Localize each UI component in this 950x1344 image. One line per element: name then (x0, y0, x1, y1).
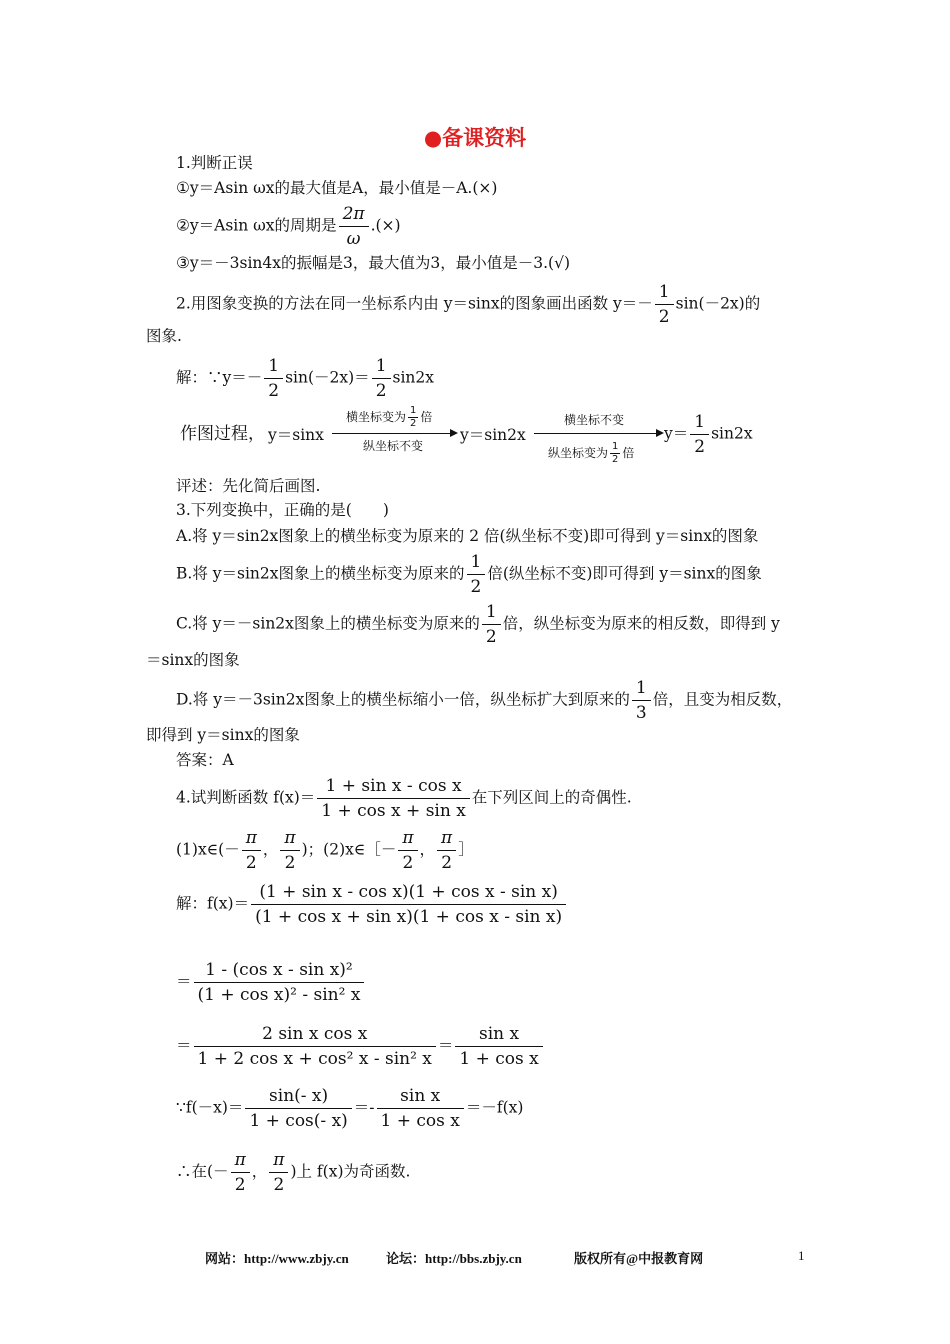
q2-text-b: sin(－2x)的 (675, 294, 761, 313)
q2-sol-frac-1: $\frac{1}{2}$ (264, 354, 283, 403)
process-y2: y＝sin2x (460, 426, 526, 444)
footer-forum: 论坛：http://bbs.zbjy.cn (386, 1251, 522, 1266)
q3-c-fraction: $\frac{1}{2}$ (482, 600, 501, 649)
arrow-1-bottom-label: 纵坐标不变 (363, 439, 424, 453)
q4-step3-fraction: $\frac{\text{2 sin x cos x}}{\text{1 + 2 cos x + cos² x - sin² x}}$ (194, 1022, 436, 1071)
arrow-2-head (656, 429, 664, 437)
q4-concl-comma: ， (251, 1162, 268, 1181)
q3-b-a: B.将 y＝sin2x图象上的横坐标变为原来的 (176, 564, 465, 583)
q4-concl-b: )上 f(x)为奇函数. (290, 1162, 411, 1181)
q2-sol-frac-2: $\frac{1}{2}$ (372, 354, 391, 403)
q4-concl-frac-2: $\frac{\pi}{2}$ (269, 1148, 288, 1197)
arrow-2-line (534, 433, 656, 434)
q4-solution-step-3 (176, 1022, 545, 1071)
q1-heading: 1.判断正误 (176, 154, 253, 172)
arrow-1-line (332, 433, 450, 434)
q1-item-2-text: ②y＝Asin ωx的周期是 (176, 216, 337, 235)
process-y3-fraction: $\frac{1}{2}$ (690, 410, 709, 459)
process-y3-a: y＝ (664, 424, 689, 443)
q4-int-frac-3: $\frac{\pi}{2}$ (398, 826, 417, 875)
arrow-1-fraction: $\frac{1}{2}$ (410, 405, 417, 429)
q4-text-b: 在下列区间上的奇偶性. (471, 788, 632, 807)
q2-sol-a: 解：∵y＝－ (176, 368, 263, 387)
q1-period-fraction: $\frac{2\pi}{\omega}$ (339, 202, 369, 251)
q1-item-2 (176, 202, 401, 251)
q1-item-3: ③y＝－3sin4x的振幅是3，最大值为3，最小值是－3.(√) (176, 254, 570, 272)
q4-eq-3: ＝ (176, 1036, 192, 1055)
q2-statement-cont: 图象. (146, 327, 182, 345)
arrow-1-top-label (346, 405, 432, 430)
q4-conclusion (176, 1148, 410, 1197)
q3-c-b: 倍，纵坐标变为原来的相反数，即得到 y (502, 614, 780, 633)
arrow-2-fraction: $\frac{1}{2}$ (612, 441, 619, 465)
q1-item-2-mark: .(×) (370, 216, 401, 235)
process-y1: y＝sinx (268, 426, 324, 444)
q2-text-a: 2.用图象变换的方法在同一坐标系内由 y＝sinx的图象画出函数 y＝－ (176, 294, 653, 313)
q4-int-frac-1: $\frac{\pi}{2}$ (242, 826, 261, 875)
q3-option-a: A.将 y＝sin2x图象上的横坐标变为原来的 2 倍(纵坐标不变)即可得到 y＝sinx的图象 (176, 527, 759, 545)
arrow-2-bottom-b: 倍 (622, 446, 635, 460)
q4-function-fraction: $\frac{\text{1 + sin x - cos x}}{\text{1 + cos x + sin x}}$ (317, 774, 470, 823)
q3-c-a: C.将 y＝－sin2x图象上的横坐标变为原来的 (176, 614, 480, 633)
q4-statement (176, 774, 632, 823)
q4-int-frac-4: $\frac{\pi}{2}$ (437, 826, 456, 875)
q4-odd-check (176, 1084, 523, 1133)
q2-comment: 评述：先化简后画图. (176, 477, 321, 495)
footer-site: 网站：http://www.zbjy.cn (205, 1251, 349, 1266)
q4-text-a: 4.试判断函数 f(x)＝ (176, 788, 316, 807)
page-number: 1 (798, 1248, 805, 1263)
footer-copyright: 版权所有@中报教育网 (574, 1251, 704, 1266)
q4-eq-3b: ＝ (437, 1036, 454, 1055)
q4-sol-a: 解：f(x)＝ (176, 894, 250, 913)
q2-solution (176, 354, 434, 403)
page-title: ●备课资料 (423, 126, 527, 150)
q4-solution-step-2 (176, 958, 366, 1007)
q4-step2-fraction: $\frac{\text{1 - (cos x - sin x)²}}{\text{(1 + cos x)² - sin² x}}$ (194, 958, 365, 1007)
q1-item-1: ①y＝Asin ωx的最大值是A，最小值是－A.(×) (176, 179, 498, 197)
q4-int-e: ］ (458, 840, 474, 859)
q3-option-c-cont: ＝sinx的图象 (146, 651, 240, 669)
q3-b-fraction: $\frac{1}{2}$ (467, 550, 486, 599)
q3-option-b (176, 550, 762, 599)
q4-int-a: (1)x∈(－ (176, 840, 240, 859)
q4-solution-step-1 (176, 880, 568, 929)
q4-odd-b: ＝－f(x) (465, 1098, 524, 1117)
q3-d-b: 倍，且变为相反数， (652, 690, 793, 709)
process-label: 作图过程， (180, 424, 265, 444)
q4-eq-2: ＝ (176, 972, 192, 991)
q4-step1-fraction: $\frac{\text{(1 + sin x - cos x)(1 + cos x - sin x)}}{\text{(1 + cos x + sin x)(1 + cos x - sin x)}}$ (251, 880, 566, 929)
arrow-2-bottom-label (548, 441, 634, 466)
q4-concl-a: ∴在(－ (176, 1162, 229, 1181)
q4-int-frac-2: $\frac{\pi}{2}$ (280, 826, 299, 875)
q3-option-c (176, 600, 780, 649)
q4-odd-a: ∵f(－x)＝ (176, 1098, 244, 1117)
q2-statement (176, 280, 760, 329)
q3-d-fraction: $\frac{1}{3}$ (632, 676, 651, 725)
arrow-1-top-a: 横坐标变为 (346, 410, 407, 424)
q3-option-d-cont: 即得到 y＝sinx的图象 (146, 726, 300, 744)
process-y3-b: sin2x (711, 424, 753, 443)
q3-d-a: D.将 y＝－3sin2x图象上的横坐标缩小一倍，纵坐标扩大到原来的 (176, 690, 630, 709)
q4-odd-fraction-2: $\frac{\text{sin x}}{\text{1 + cos x}}$ (377, 1084, 464, 1133)
process-y3 (664, 410, 753, 459)
q3-b-b: 倍(纵坐标不变)即可得到 y＝sinx的图象 (487, 564, 762, 583)
q4-int-d: ， (419, 840, 436, 859)
q4-odd-mid: ＝- (353, 1098, 375, 1117)
q3-answer: 答案：A (176, 751, 234, 769)
q4-step3b-fraction: $\frac{\text{sin x}}{\text{1 + cos x}}$ (455, 1022, 542, 1071)
arrow-2-bottom-a: 纵坐标变为 (548, 446, 609, 460)
q4-int-b: ， (262, 840, 279, 859)
q2-sol-b: sin(－2x)＝ (285, 368, 370, 387)
q3-heading: 3.下列变换中，正确的是( ) (176, 501, 389, 519)
arrow-2-top-label: 横坐标不变 (564, 413, 625, 427)
q2-fraction: $\frac{1}{2}$ (655, 280, 674, 329)
q2-sol-c: sin2x (392, 368, 435, 387)
arrow-1-head (450, 429, 458, 437)
q4-int-c: )；(2)x∈［－ (301, 840, 397, 859)
q4-odd-fraction-1: $\frac{\sin(- x)}{1 + \cos(- x)}$ (245, 1084, 351, 1133)
q4-intervals (176, 826, 474, 875)
q4-concl-frac-1: $\frac{\pi}{2}$ (231, 1148, 250, 1197)
arrow-1-top-b: 倍 (420, 410, 433, 424)
q3-option-d (176, 676, 792, 725)
